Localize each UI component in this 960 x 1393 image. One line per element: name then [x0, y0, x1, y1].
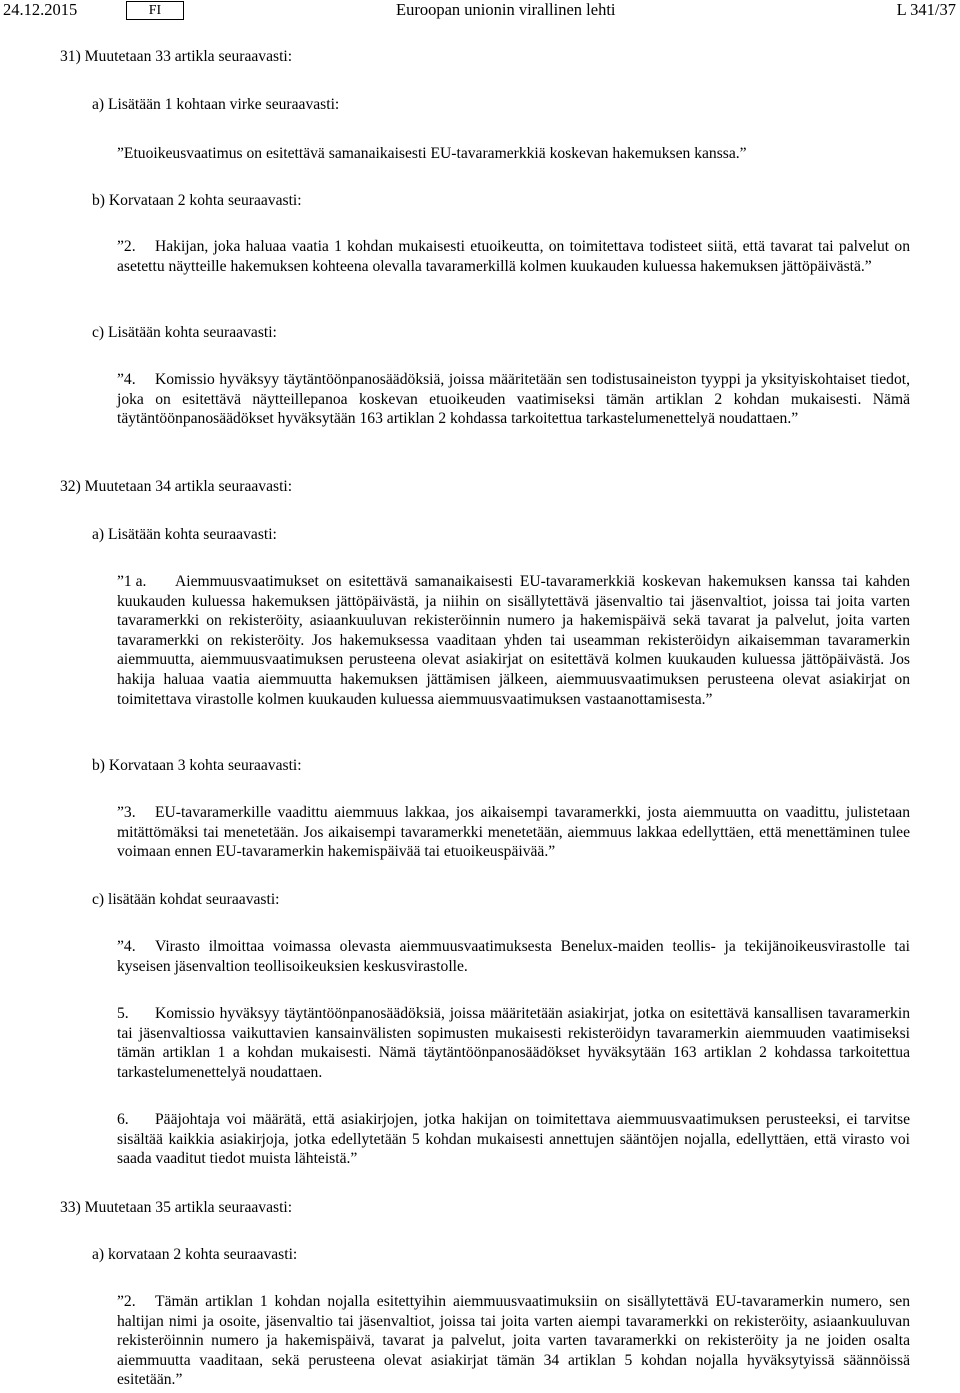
- paragraph-text: Komissio hyväksyy täytäntöönpanosäädöksiä, joissa määritetään asiakirjat, jotka on esitettävä kansallisen tavaramerkin tai jäsenvaltiossa vaikuttavien kansainvälisten sopimusten mukaisesti rekisteröidyn tavaramerkin aiemmuuden vaatimiseksi tämän artiklan 1 a kohdan mukaisesti. Nämä täytäntöönpanosäädökset hyväksytään 163 artiklan 2 kohdassa tarkoitettua tarkastelumenettelyä noudattaen.: [117, 1005, 910, 1081]
- item-32-c5-paragraph: [117, 1004, 910, 1082]
- language-badge: FI: [126, 1, 184, 20]
- page-number: L 341/37: [896, 0, 956, 19]
- item-32-heading: 32) Muutetaan 34 artikla seuraavasti:: [60, 478, 293, 495]
- item-32-b-heading: b) Korvataan 3 kohta seuraavasti:: [92, 757, 302, 774]
- paragraph-number: ”2.: [117, 1293, 136, 1310]
- item-31-a-text: ”Etuoikeusvaatimus on esitettävä samanaikaisesti EU-tavaramerkkiä koskevan hakemuksen kanssa.”: [117, 145, 747, 162]
- item-32-a-paragraph: [117, 572, 910, 709]
- paragraph-number: 5.: [117, 1005, 129, 1022]
- journal-title: Euroopan unionin virallinen lehti: [396, 0, 616, 19]
- item-31-c-heading: c) Lisätään kohta seuraavasti:: [92, 324, 277, 341]
- paragraph-number: ”3.: [117, 804, 136, 821]
- paragraph-text: Aiemmuusvaatimukset on esitettävä samanaikaisesti EU-tavaramerkkiä koskevan hakemuksen kanssa tai kahden kuukauden kuluessa hakemuksen jättöpäivästä, ja niihin on sisällytettävä jäsenvaltio tai jäsenvaltiot, joissa tai joita varten tavaramerkki on rekisteröity, asiaankuuluvan rekisteröinnin numero ja hakemispäivä sekä tavarat ja palvelut, joita varten tavaramerkki on rekisteröity. Jos hakemuksessa vaaditaan yhden tai useamman rekisteröidyn aikaisemman tavaramerkin aiemmuutta, aiemmuusvaatimuksen perusteena olevat asiakirjat on esitettävä kolmen kuukauden kuluessa jättöpäivästä. Jos hakija haluaa vaatia aiemmuutta hakemuksen jättämisen jälkeen, aiemmuusvaatimuksen perusteena olevat asiakirjat on toimitettava virastolle kolmen kuukauden kuluessa aiemmuusvaatimuksen vastaanottamisesta.”: [117, 573, 910, 708]
- paragraph-number: ”1 a.: [117, 573, 147, 590]
- paragraph-number: 6.: [117, 1111, 129, 1128]
- paragraph-text: Tämän artiklan 1 kohdan nojalla esitettyihin aiemmuusvaatimuksiin on sisällytettävä EU-tavaramerkin numero, sen haltijan nimi ja osoite, jäsenvaltio tai jäsenvaltiot, joissa tai joita varten aiempi tavaramerkki on rekisteröity, asiaankuuluvan rekisteröinnin numero ja hakemispäivä, tavarat ja palvelut, joita varten tavaramerkki on rekisteröity ja ne joiden osalta aiemmuutta vaaditaan, sekä perusteena olevat asiakirjat tämän 34 artiklan 5 kohdan nojalla hyväksytyissä säännöissä esitetään.”: [117, 1293, 910, 1389]
- item-32-a-heading: a) Lisätään kohta seuraavasti:: [92, 526, 277, 543]
- item-33-a-paragraph: [117, 1292, 910, 1390]
- item-32-b-paragraph: [117, 803, 910, 862]
- item-31-a-heading: a) Lisätään 1 kohtaan virke seuraavasti:: [92, 96, 340, 113]
- paragraph-number: ”2.: [117, 238, 136, 255]
- paragraph-number: ”4.: [117, 371, 136, 388]
- page-header: [0, 0, 960, 22]
- item-32-c4-paragraph: [117, 937, 910, 976]
- item-33-heading: 33) Muutetaan 35 artikla seuraavasti:: [60, 1199, 293, 1216]
- item-31-heading: 31) Muutetaan 33 artikla seuraavasti:: [60, 48, 293, 65]
- item-32-c6-paragraph: [117, 1110, 910, 1169]
- item-33-a-heading: a) korvataan 2 kohta seuraavasti:: [92, 1246, 298, 1263]
- paragraph-number: ”4.: [117, 938, 136, 955]
- paragraph-text: Virasto ilmoittaa voimassa olevasta aiemmuusvaatimuksesta Benelux-maiden teollis- ja tekijänoikeusvirastolle tai kyseisen jäsenvaltion teollisoikeuksien keskusvirastolle.: [117, 938, 910, 975]
- paragraph-text: Pääjohtaja voi määrätä, että asiakirjojen, jotka hakijan on toimitettava aiemmuusvaatimuksen perusteeksi, ei tarvitse sisältää kaikkia asiakirjoja, jotka edellytetään 5 kohdan mukaisesti annettujen sääntöjen nojalla, edellyttäen, että virasto voi saada vaaditut tiedot muista lähteistä.”: [117, 1111, 910, 1168]
- item-31-c-paragraph: [117, 370, 910, 429]
- publication-date: 24.12.2015: [3, 0, 78, 19]
- item-32-c-heading: c) lisätään kohdat seuraavasti:: [92, 891, 280, 908]
- item-31-b-heading: b) Korvataan 2 kohta seuraavasti:: [92, 192, 302, 209]
- paragraph-text: Komissio hyväksyy täytäntöönpanosäädöksiä, joissa määritetään sen todistusaineiston tyyppi ja yksityiskohtaiset tiedot, joka on esitettävä näytteillepanoa koskevan etuoikeuden vaatimiseksi tämän artiklan 2 kohdan mukaisesti. Nämä täytäntöönpanosäädökset hyväksytään 163 artiklan 2 kohdassa tarkoitettua tarkastelumenettelyä noudattaen.”: [117, 371, 910, 428]
- paragraph-text: EU-tavaramerkille vaadittu aiemmuus lakkaa, jos aikaisempi tavaramerkki, josta aiemmuutta on vaadittu, julistetaan mitättömäksi tai menetetään. Jos aikaisempi tavaramerkki menetetään, aiemmuus lakkaa edellyttäen, että menettäminen tulee voimaan ennen EU-tavaramerkin hakemispäivää tai etuoikeuspäivää.”: [117, 804, 910, 861]
- paragraph-text: Hakijan, joka haluaa vaatia 1 kohdan mukaisesti etuoikeutta, on toimitettava todisteet siitä, että tavarat tai palvelut on asetettu näytteille hakemuksen kohteena olevalla tavaramerkillä kolmen kuukauden kuluessa hakemuksen jättöpäivästä.”: [117, 238, 910, 275]
- item-31-b-paragraph: [117, 237, 910, 276]
